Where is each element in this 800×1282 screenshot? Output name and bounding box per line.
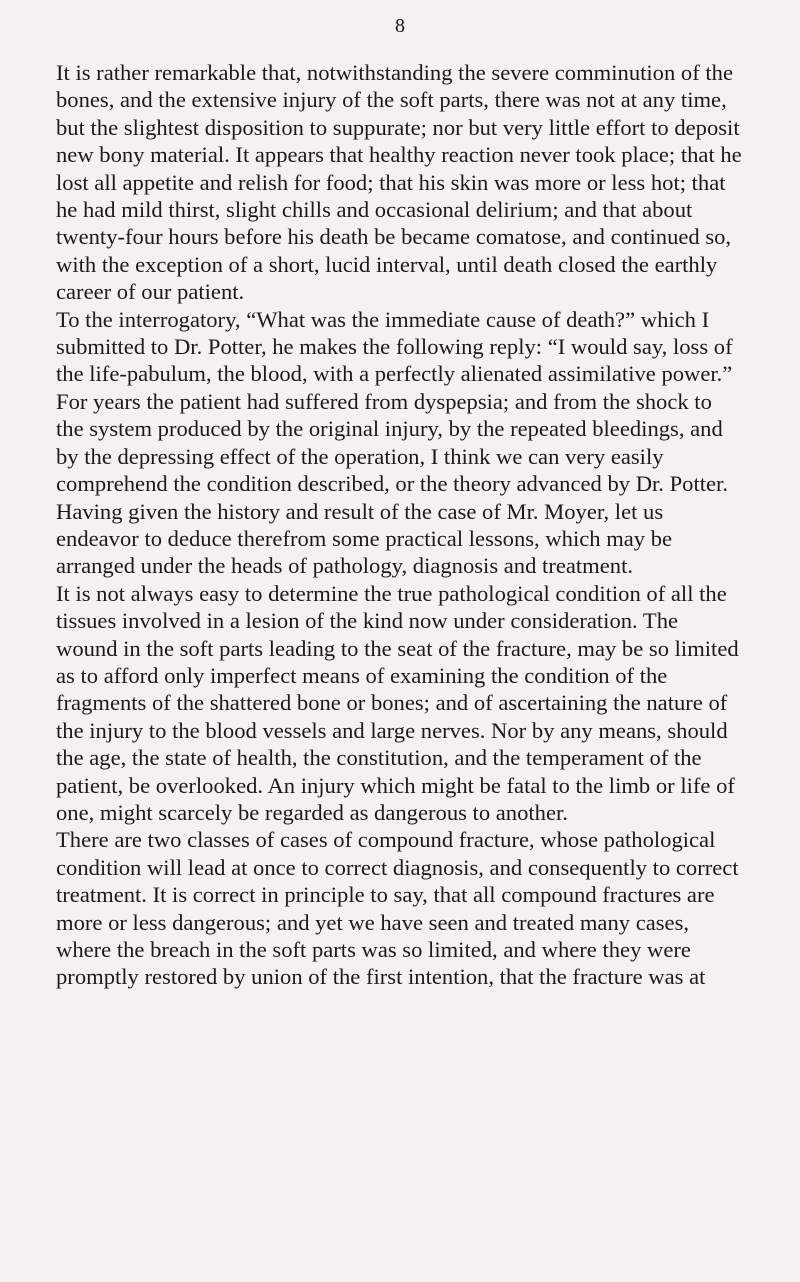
paragraph-1: It is rather remarkable that, notwithstanding the severe comminution of the bones, and the extensive injury of the soft parts, there was not at any time, but the slightest disposition to suppurate; nor but very little effort to deposit new bony material. It appears that healthy reaction never took place; that he lost all appetite and relish for food; that his skin was more or less hot; that he had mild thirst, slight chills and occasional delirium; and that about twenty-four hours before his death be became comatose, and continued so, with the exception of a short, lucid interval, until death closed the earthly career of our patient.: [56, 60, 742, 305]
paragraph-4: It is not always easy to determine the true pathological condition of all the tissues involved in a lesion of the kind now under consideration. The wound in the soft parts leading to the seat of the fracture, may be so limited as to afford only imperfect means of examining the condition of the fragments of the shattered bone or bones; and of ascertaining the nature of the injury to the blood vessels and large nerves. Nor by any means, should the age, the state of health, the constitution, and the temperament of the patient, be overlooked. An injury which might be fatal to the limb or life of one, might scarcely be regarded as dangerous to another.: [56, 580, 739, 825]
page-number: 8: [395, 15, 405, 37]
paragraph-2: To the interrogatory, “What was the immediate cause of death?” which I submitted to Dr. Potter, he makes the following reply: “I would say, loss of the life-pabulum, the blood, with a perfectly alienated assimilative power.” For years the patient had suffered from dyspepsia; and from the shock to the system produced by the original injury, by the repeated bleedings, and by the depressing effect of the operation, I think we can very easily comprehend the condition described, or the theory advanced by Dr. Potter.: [56, 306, 733, 497]
body-text: [56, 59, 743, 991]
paragraph-5: There are two classes of cases of compound fracture, whose pathological condition will lead at once to correct diagnosis, and consequently to correct treatment. It is correct in principle to say, that all compound fractures are more or less dangerous; and yet we have seen and treated many cases, where the breach in the soft parts was so limited, and where they were promptly restored by union of the first intention, that the fracture was at: [56, 827, 739, 990]
paragraph-3: Having given the history and result of the case of Mr. Moyer, let us endeavor to deduce therefrom some practical lessons, which may be arranged under the heads of pathology, diagnosis and treatment.: [56, 498, 673, 579]
